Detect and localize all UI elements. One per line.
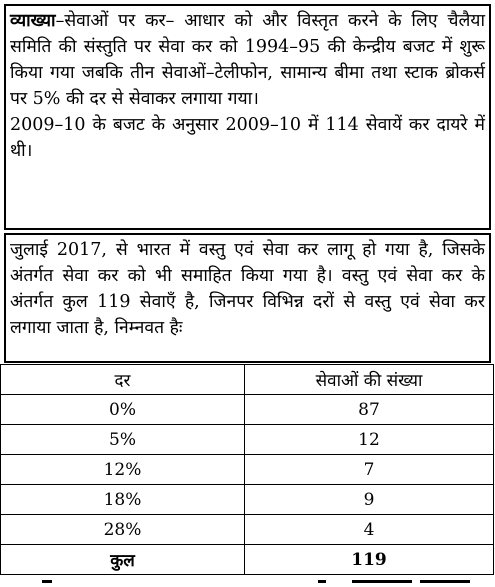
gst-info-box	[4, 233, 491, 363]
explanation-text: –सेवाओं पर कर– आधार को और विस्तृत करने के लिए चैलैया समिति की संस्तुति पर सेवा कर को 1994–95 की केन्द्रीय बजट में शुरू किया गया जबकि तीन सेवाओं–टेलीफोन, सामान्य बीमा तथा स्टाक ब्रोकर्स पर 5% की दर से सेवाकर लगाया गया।	[10, 11, 485, 109]
table-header-row	[1, 365, 494, 395]
total-value: 119	[245, 545, 494, 575]
rate-cell: 0%	[1, 395, 245, 425]
gst-rate-table	[0, 364, 494, 575]
explanation-lead: व्याख्या	[10, 11, 56, 31]
count-cell: 4	[245, 515, 494, 545]
rate-cell: 12%	[1, 455, 245, 485]
gst-info-text: जुलाई 2017, से भारत में वस्तु एवं सेवा कर लागू हो गया है, जिसके अंतर्गत सेवा कर को भी समाहित किया गया है। वस्तु एवं सेवा कर के अंतर्गत कुल 119 सेवाएँ है, जिनपर विभिन्न दरों से वस्तु एवं सेवा कर लगाया जाता है, निम्नवत हैः	[10, 240, 485, 338]
table-total-row	[1, 545, 494, 575]
rate-cell: 18%	[1, 485, 245, 515]
rate-cell: 5%	[1, 425, 245, 455]
table-row	[1, 485, 494, 515]
explanation-paragraph-2: 2009–10 के बजट के अनुसार 2009–10 में 114 सेवायें कर दायरे में थी।	[10, 115, 485, 161]
count-cell: 9	[245, 485, 494, 515]
explanation-box	[4, 4, 491, 230]
table-row	[1, 515, 494, 545]
total-label: कुल	[1, 545, 245, 575]
count-cell: 12	[245, 425, 494, 455]
table-row	[1, 425, 494, 455]
table-row	[1, 455, 494, 485]
table-row	[1, 395, 494, 425]
explanation-paragraph-1	[10, 8, 485, 112]
header-rate: दर	[1, 365, 245, 395]
rate-cell: 28%	[1, 515, 245, 545]
count-cell: 7	[245, 455, 494, 485]
count-cell: 87	[245, 395, 494, 425]
header-service-count: सेवाओं की संख्या	[245, 365, 494, 395]
cropped-text-strip	[0, 580, 495, 587]
